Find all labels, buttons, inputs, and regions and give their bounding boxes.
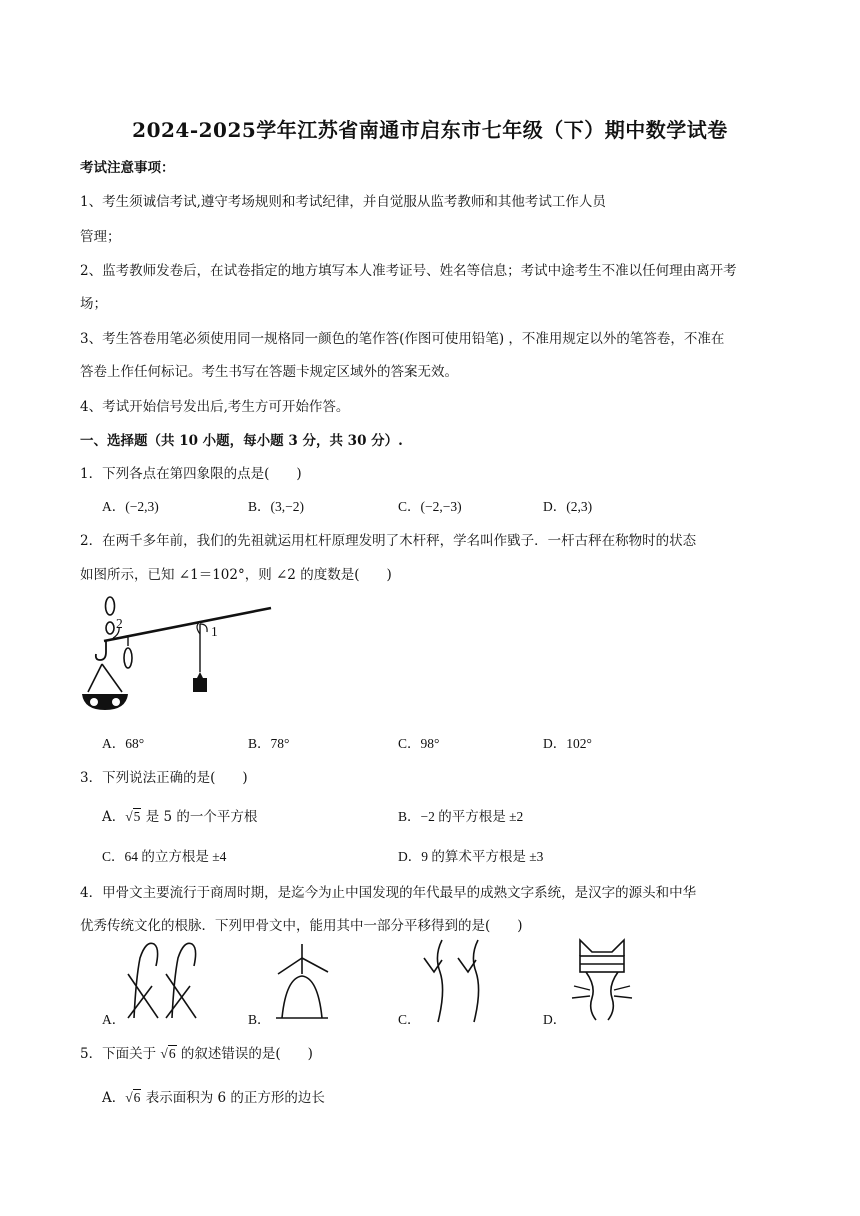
option-letter: A．: [102, 1090, 126, 1106]
q5-option-a: [102, 1086, 325, 1106]
q4-option-d: D．: [543, 1012, 567, 1027]
notice-line: 管理；: [80, 229, 121, 245]
q1-option-a: A．(−2,3): [102, 499, 159, 514]
oracle-glyph-b: [270, 940, 334, 1022]
section-heading: 一、选择题（共 10 小题，每小题 3 分，共 30 分）.: [80, 433, 403, 449]
q3-option-a: [102, 805, 257, 825]
sqrt-expression: √6: [125, 1090, 141, 1105]
notice-line: 3、考生答卷用笔必须使用同一规格同一颜色的笔作答(作图可使用铅笔) ，不准用规定以外的笔答卷，不准在: [80, 331, 725, 347]
q4-option-c: C．: [398, 1012, 421, 1027]
page-title: 2024-2025学年江苏省南通市启东市七年级（下）期中数学试卷: [132, 118, 728, 142]
sqrt-expression: √5: [125, 809, 141, 824]
stem-text: 5．下面关于: [80, 1046, 161, 1062]
radicand: 6: [168, 1046, 176, 1061]
q2-option-a: A．68°: [102, 736, 145, 751]
notice-line: 答卷上作任何标记。考生书写在答题卡规定区域外的答案无效。: [80, 364, 458, 380]
radicand: 6: [133, 1090, 141, 1105]
q3-option-d: D．9 的算术平方根是 ±3: [398, 849, 544, 864]
q2-option-d: D．102°: [543, 736, 592, 751]
stem-text: 的叙述错误的是( ): [176, 1046, 313, 1062]
question-2-stem: 如图所示，已知 ∠1＝102°，则 ∠2 的度数是( ): [80, 567, 392, 583]
radicand: 5: [133, 809, 141, 824]
q2-option-b: B．78°: [248, 736, 290, 751]
q2-option-c: C．98°: [398, 736, 440, 751]
notice-heading: 考试注意事项：: [80, 160, 175, 176]
sqrt-expression: √6: [160, 1046, 176, 1061]
question-5-stem: [80, 1042, 313, 1062]
question-2-stem: 2．在两千多年前，我们的先祖就运用杠杆原理发明了木杆秤，学名叫作戥子．一杆古秤在称物时的状态: [80, 533, 697, 549]
q3-option-c: C．64 的立方根是 ±4: [102, 849, 227, 864]
notice-line: 1、考生须诚信考试,遵守考场规则和考试纪律，并自觉服从监考教师和其他考试工作人员: [80, 194, 606, 210]
question-4-stem: 4．甲骨文主要流行于商周时期，是迄今为止中国发现的年代最早的成熟文字系统，是汉字的源头和中华: [80, 885, 697, 901]
notice-line: 2、监考教师发卷后，在试卷指定的地方填写本人准考证号、姓名等信息；考试中途考生不准以任何理由离开考: [80, 263, 737, 279]
oracle-glyph-c: [420, 936, 490, 1026]
oracle-glyph-d: [570, 936, 634, 1022]
q1-option-c: C．(−2,−3): [398, 499, 462, 514]
steelyard-figure: [76, 594, 276, 716]
question-3-stem: 3．下列说法正确的是( ): [80, 770, 248, 786]
notice-line: 4、考试开始信号发出后,考生方可开始作答。: [80, 399, 350, 415]
q3-option-b: B．−2 的平方根是 ±2: [398, 809, 524, 824]
option-letter: A．: [102, 809, 126, 825]
oracle-glyph-a: [124, 938, 204, 1022]
question-1-stem: 1．下列各点在第四象限的点是( ): [80, 466, 302, 482]
notice-line: 场；: [80, 296, 107, 312]
question-4-stem: 优秀传统文化的根脉．下列甲骨文中，能用其中一部分平移得到的是( ): [80, 918, 523, 934]
option-text: 是 5 的一个平方根: [141, 809, 258, 825]
option-text: 表示面积为 6 的正方形的边长: [141, 1090, 325, 1106]
q4-option-b: B．: [248, 1012, 271, 1027]
q1-option-d: D．(2,3): [543, 499, 593, 514]
angle-1-label: 1: [211, 624, 218, 639]
q1-option-b: B．(3,−2): [248, 499, 304, 514]
angle-2-label: 2: [116, 616, 123, 631]
q4-option-a: A．: [102, 1012, 126, 1027]
